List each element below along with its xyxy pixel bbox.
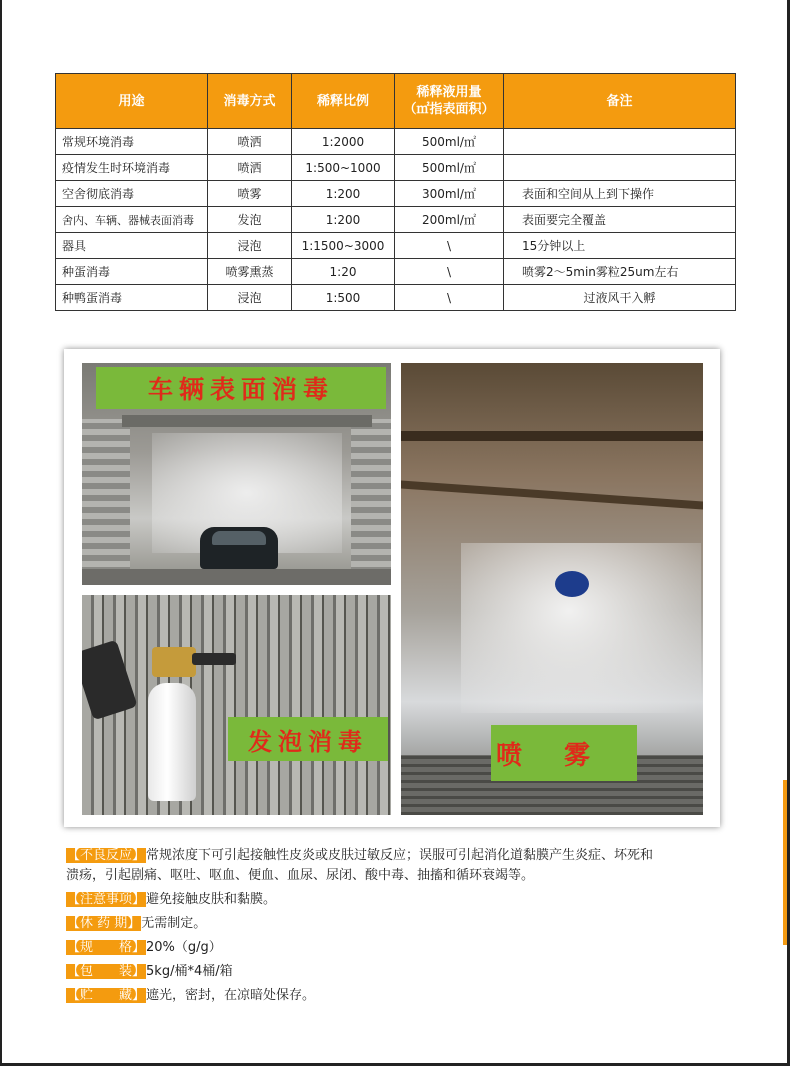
withdrawal-text: 无需制定。 bbox=[141, 916, 207, 931]
storage-text: 遮光，密封，在凉暗处保存。 bbox=[146, 988, 316, 1003]
cell-ratio: 1:20 bbox=[292, 259, 395, 285]
gantry-right bbox=[351, 419, 391, 585]
cell-note: 表面要完全覆盖 bbox=[504, 207, 736, 233]
cell-use: 种鸭蛋消毒 bbox=[56, 285, 208, 311]
withdrawal-period bbox=[66, 914, 736, 934]
cell-ratio: 1:500 bbox=[292, 285, 395, 311]
cell-method: 喷雾熏蒸 bbox=[208, 259, 292, 285]
cautions bbox=[66, 890, 736, 910]
ceiling-beam bbox=[401, 431, 703, 441]
cell-amount: \ bbox=[395, 259, 504, 285]
withdrawal-tag: 【休 药 期】 bbox=[67, 916, 141, 931]
packaging bbox=[66, 962, 736, 982]
header-method: 消毒方式 bbox=[208, 74, 292, 129]
cell-use: 器具 bbox=[56, 233, 208, 259]
adverse-tag: 【不良反应】 bbox=[67, 848, 146, 863]
table-row bbox=[56, 233, 736, 259]
spray-disinfection-photo bbox=[401, 363, 703, 815]
cell-use: 空舍彻底消毒 bbox=[56, 181, 208, 207]
cell-amount: 500ml/㎡ bbox=[395, 155, 504, 181]
photo-collage bbox=[64, 349, 720, 827]
table-row bbox=[56, 259, 736, 285]
spray-mist bbox=[461, 543, 701, 713]
cell-ratio: 1:200 bbox=[292, 181, 395, 207]
header-amount-line1: 稀释液用量 bbox=[416, 85, 482, 100]
header-use: 用途 bbox=[56, 74, 208, 129]
spec-tag: 【规 格】 bbox=[67, 940, 146, 955]
spray-gun-grip bbox=[82, 640, 138, 721]
cell-use: 常规环境消毒 bbox=[56, 129, 208, 155]
cell-note bbox=[504, 129, 736, 155]
header-amount bbox=[395, 74, 504, 129]
spray-label-sign: 喷雾 bbox=[491, 725, 637, 781]
car-windshield bbox=[212, 531, 266, 545]
cell-amount: \ bbox=[395, 233, 504, 259]
adverse-reactions bbox=[66, 846, 736, 886]
header-amount-line2: （㎡指表面积） bbox=[403, 102, 495, 117]
adverse-text-2: 溃疡，引起剧痛、呕吐、呕血、便血、血尿、尿闭、酸中毒、抽搐和循环衰竭等。 bbox=[66, 868, 535, 883]
table-row bbox=[56, 181, 736, 207]
vehicle-disinfection-photo bbox=[82, 363, 391, 585]
cell-ratio: 1:200 bbox=[292, 207, 395, 233]
cell-method: 喷雾 bbox=[208, 181, 292, 207]
caution-tag: 【注意事项】 bbox=[67, 892, 146, 907]
storage-tag: 【贮 藏】 bbox=[67, 988, 146, 1003]
cell-method: 浸泡 bbox=[208, 233, 292, 259]
gantry-top bbox=[122, 415, 372, 427]
header-ratio: 稀释比例 bbox=[292, 74, 395, 129]
table-row bbox=[56, 129, 736, 155]
header-note: 备注 bbox=[504, 74, 736, 129]
vehicle-label-sign: 车辆表面消毒 bbox=[96, 367, 386, 409]
spec-text: 20%（g/g） bbox=[146, 940, 222, 955]
cell-method: 喷洒 bbox=[208, 129, 292, 155]
road bbox=[82, 569, 391, 585]
dilution-table bbox=[55, 73, 736, 311]
cell-amount: \ bbox=[395, 285, 504, 311]
caution-text: 避免接触皮肤和黏膜。 bbox=[146, 892, 277, 907]
cell-amount: 300ml/㎡ bbox=[395, 181, 504, 207]
cell-use: 种蛋消毒 bbox=[56, 259, 208, 285]
spray-nozzle bbox=[555, 571, 589, 597]
cell-note: 15分钟以上 bbox=[504, 233, 736, 259]
table-row bbox=[56, 207, 736, 233]
cell-method: 发泡 bbox=[208, 207, 292, 233]
cell-amount: 200ml/㎡ bbox=[395, 207, 504, 233]
side-accent-bar bbox=[783, 780, 787, 945]
cell-note: 表面和空间从上到下操作 bbox=[504, 181, 736, 207]
foam-label-sign: 发泡消毒 bbox=[228, 717, 388, 761]
cell-method: 喷洒 bbox=[208, 155, 292, 181]
cell-method: 浸泡 bbox=[208, 285, 292, 311]
gantry-left bbox=[82, 419, 130, 585]
package-tag: 【包 装】 bbox=[67, 964, 146, 979]
storage bbox=[66, 986, 736, 1006]
cell-amount: 500ml/㎡ bbox=[395, 129, 504, 155]
table-row bbox=[56, 285, 736, 311]
spray-gun-fitting bbox=[152, 647, 196, 677]
cell-ratio: 1:500~1000 bbox=[292, 155, 395, 181]
foam-disinfection-photo bbox=[82, 595, 391, 815]
foam-bottle bbox=[148, 683, 196, 801]
cell-note: 喷雾2～5min雾粒25um左右 bbox=[504, 259, 736, 285]
cell-use: 疫情发生时环境消毒 bbox=[56, 155, 208, 181]
adverse-text-1: 常规浓度下可引起接触性皮炎或皮肤过敏反应；误服可引起消化道黏膜产生炎症、坏死和 bbox=[146, 848, 654, 863]
cell-note bbox=[504, 155, 736, 181]
package-text: 5kg/桶*4桶/箱 bbox=[146, 964, 233, 979]
spray-gun-barrel bbox=[192, 653, 236, 665]
cell-ratio: 1:2000 bbox=[292, 129, 395, 155]
cell-note: 过液风干入孵 bbox=[504, 285, 736, 311]
cell-use: 舍内、车辆、器械表面消毒 bbox=[56, 207, 208, 233]
specification bbox=[66, 938, 736, 958]
cell-ratio: 1:1500~3000 bbox=[292, 233, 395, 259]
ceiling-beam bbox=[401, 480, 703, 509]
table-row bbox=[56, 155, 736, 181]
product-info bbox=[66, 846, 736, 1010]
table-header-row bbox=[56, 74, 736, 129]
